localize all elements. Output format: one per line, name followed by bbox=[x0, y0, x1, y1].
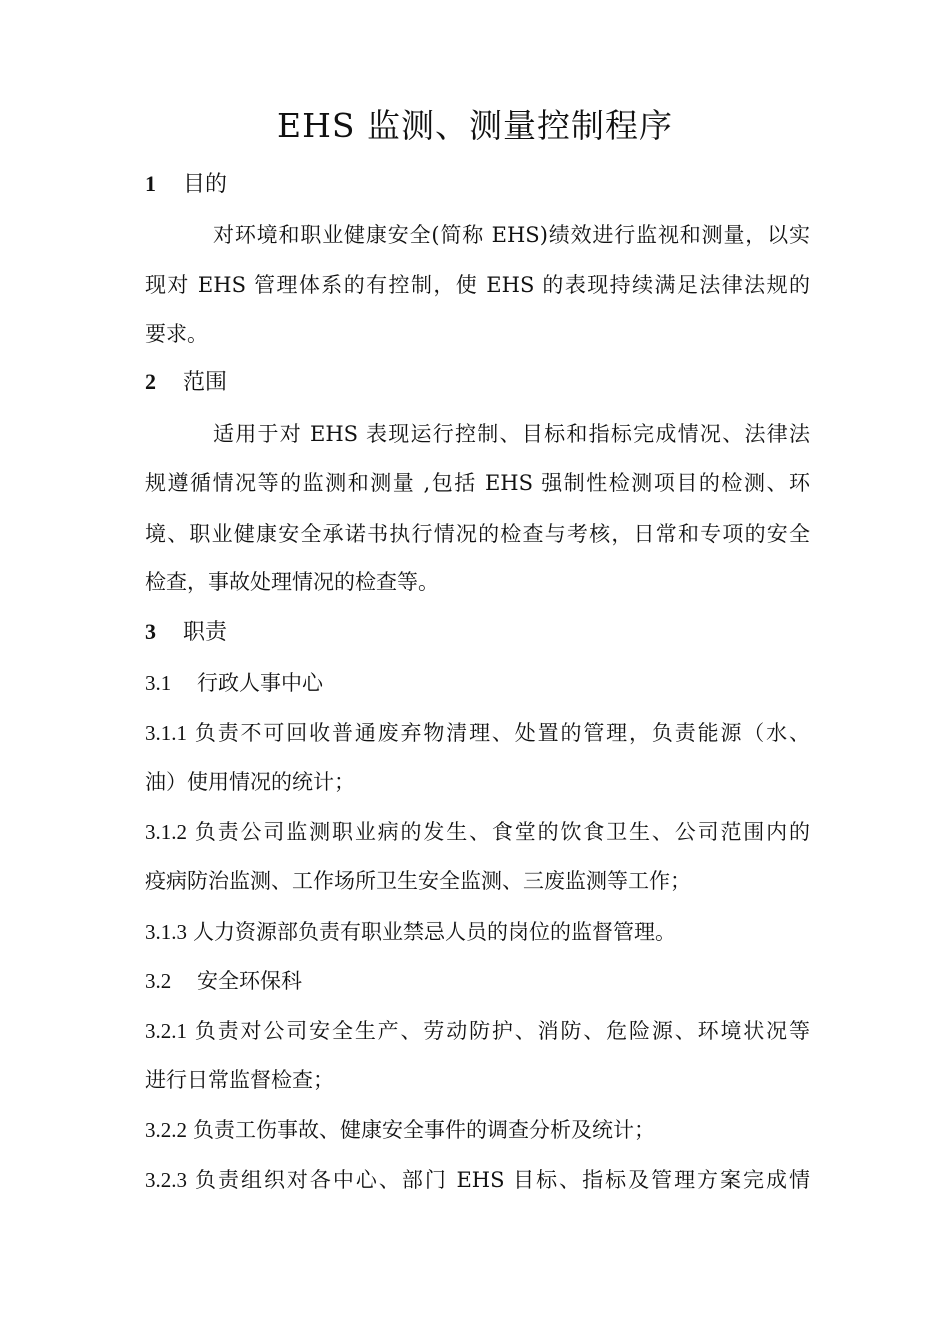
subsection-number: 3.1 bbox=[145, 671, 172, 695]
clause-text: 负责公司监测职业病的发生、食堂的饮食卫生、公司范围内的 bbox=[193, 820, 810, 844]
section-number: 3 bbox=[145, 619, 156, 644]
section-title: 目的 bbox=[183, 172, 228, 197]
clause-text: 负责组织对各中心、部门 EHS 目标、指标及管理方案完成情 bbox=[193, 1168, 810, 1192]
clause-line bbox=[145, 917, 810, 947]
paragraph-line: 境、职业健康安全承诺书执行情况的检查与考核，日常和专项的安全 bbox=[145, 522, 810, 546]
subsection-number: 3.2 bbox=[145, 969, 172, 993]
section-heading-scope bbox=[145, 366, 227, 399]
clause-number: 3.2.3 bbox=[145, 1168, 187, 1192]
section-title: 职责 bbox=[183, 620, 228, 645]
subsection-heading bbox=[145, 668, 810, 698]
paragraph-line: 现对 EHS 管理体系的有控制，使 EHS 的表现持续满足法律法规的 bbox=[145, 273, 810, 297]
clause-line: 油）使用情况的统计； bbox=[145, 770, 355, 794]
section-number: 1 bbox=[145, 171, 156, 196]
clause-number: 3.1.3 bbox=[145, 920, 187, 944]
paragraph-line: 检查，事故处理情况的检查等。 bbox=[145, 570, 439, 594]
clause-number: 3.2.2 bbox=[145, 1118, 187, 1142]
clause-line bbox=[145, 1115, 810, 1145]
section-heading-responsibilities bbox=[145, 616, 227, 649]
clause-line bbox=[145, 718, 810, 748]
clause-number: 3.1.2 bbox=[145, 820, 187, 844]
clause-text: 负责不可回收普通废弃物清理、处置的管理，负责能源（水、 bbox=[193, 721, 810, 745]
section-number: 2 bbox=[145, 369, 156, 394]
subsection-heading bbox=[145, 966, 810, 996]
clause-line: 疫病防治监测、工作场所卫生安全监测、三废监测等工作； bbox=[145, 869, 691, 893]
clause-text: 人力资源部负责有职业禁忌人员的岗位的监督管理。 bbox=[193, 920, 676, 944]
paragraph-line: 对环境和职业健康安全(简称 EHS)绩效进行监视和测量，以实 bbox=[213, 223, 810, 247]
clause-line bbox=[145, 1165, 810, 1195]
clause-number: 3.1.1 bbox=[145, 721, 187, 745]
clause-text: 负责对公司安全生产、劳动防护、消防、危险源、环境状况等 bbox=[193, 1019, 810, 1043]
clause-line bbox=[145, 817, 810, 847]
paragraph-line: 规遵循情况等的监测和测量 ,包括 EHS 强制性检测项目的检测、环 bbox=[145, 471, 810, 495]
clause-line bbox=[145, 1016, 810, 1046]
section-heading-purpose bbox=[145, 168, 227, 201]
paragraph-line: 要求。 bbox=[145, 322, 208, 346]
paragraph-line: 适用于对 EHS 表现运行控制、目标和指标完成情况、法律法 bbox=[213, 422, 810, 446]
subsection-title: 行政人事中心 bbox=[197, 671, 323, 695]
clause-line: 进行日常监督检查； bbox=[145, 1068, 334, 1092]
subsection-title: 安全环保科 bbox=[197, 969, 302, 993]
document-title: EHS 监测、测量控制程序 bbox=[277, 106, 673, 145]
clause-text: 负责工伤事故、健康安全事件的调查分析及统计； bbox=[193, 1118, 655, 1142]
clause-number: 3.2.1 bbox=[145, 1019, 187, 1043]
section-title: 范围 bbox=[183, 370, 228, 395]
